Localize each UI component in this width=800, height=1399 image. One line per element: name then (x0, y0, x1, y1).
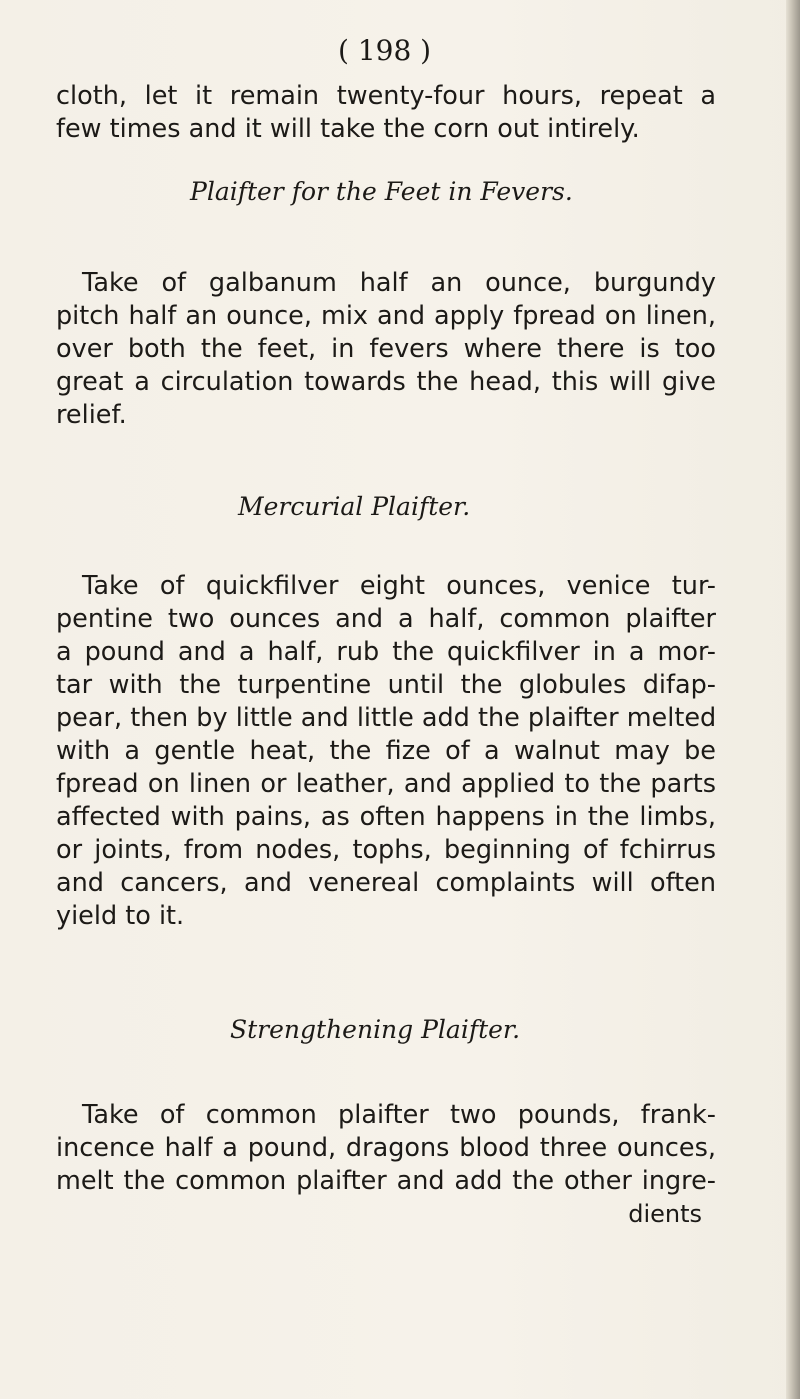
text-line: or joints, from nodes, tophs, beginning of fchirrus (56, 835, 716, 865)
text-line: few times and it will take the corn out intirely. (56, 114, 640, 144)
page-number: ( 198 ) (338, 34, 432, 67)
catchword: dients (628, 1200, 702, 1228)
text-line: affected with pains, as often happens in the limbs, (56, 802, 716, 832)
text-line: melt the common plaifter and add the other ingre- (56, 1166, 716, 1196)
page-edge-shadow (786, 0, 800, 1399)
text-line: with a gentle heat, the fize of a walnut may be (56, 736, 716, 766)
text-line: and cancers, and venereal complaints will often (56, 868, 716, 898)
text-line: over both the feet, in fevers where there is too (56, 334, 716, 364)
text-line: great a circulation towards the head, this will give (56, 367, 716, 397)
text-line: cloth, let it remain twenty-four hours, repeat a (56, 81, 716, 111)
text-line: pentine two ounces and a half, common plaifter (56, 604, 716, 634)
intro-text (56, 80, 716, 146)
paragraph-strengthening (56, 1099, 716, 1198)
paragraph-mercurial (56, 570, 716, 933)
text-line: pitch half an ounce, mix and apply fpread on linen, (56, 301, 716, 331)
heading-strengthening-plaister: Strengthening Plaifter. (230, 1015, 521, 1044)
paragraph-feet-fevers (56, 267, 716, 432)
heading-mercurial-plaister: Mercurial Plaifter. (238, 492, 471, 521)
text-line: yield to it. (56, 901, 185, 931)
text-line: fpread on linen or leather, and applied to the parts (56, 769, 716, 799)
heading-plaister-feet-fevers: Plaifter for the Feet in Fevers. (190, 177, 573, 206)
text-line: a pound and a half, rub the quickfilver in a mor- (56, 637, 716, 667)
text-line: Take of galbanum half an ounce, burgundy (82, 268, 716, 298)
text-line: Take of common plaifter two pounds, frank- (82, 1100, 716, 1130)
text-line: relief. (56, 400, 127, 430)
text-line: tar with the turpentine until the globules difap- (56, 670, 716, 700)
text-line: incence half a pound, dragons blood three ounces, (56, 1133, 716, 1163)
text-line: Take of quickfilver eight ounces, venice tur- (82, 571, 716, 601)
text-line: pear, then by little and little add the plaifter melted (56, 703, 717, 733)
